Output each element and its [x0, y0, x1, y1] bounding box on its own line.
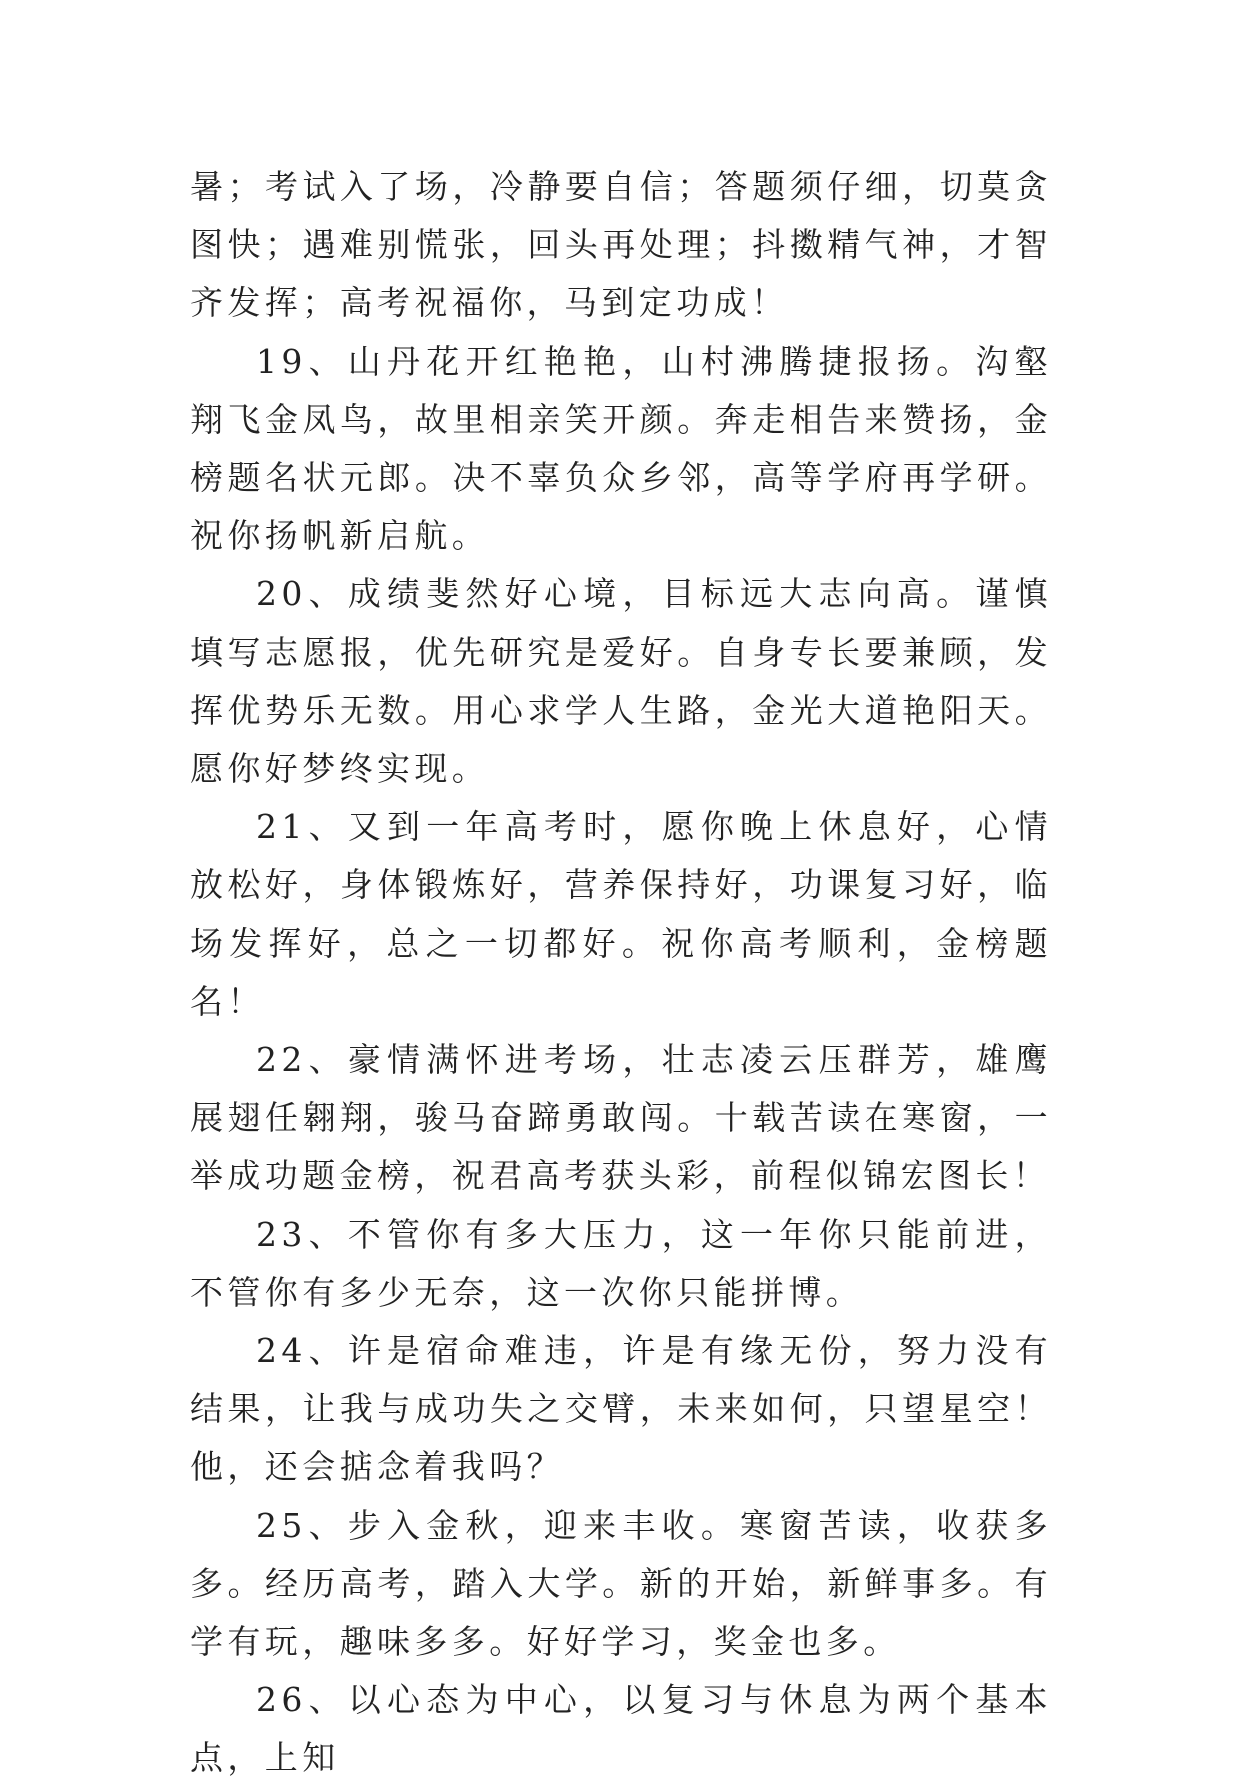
paragraph-20: 20、成绩斐然好心境，目标远大志向高。谨慎填写志愿报，优先研究是爱好。自身专长要兼顾，发挥优势乐无数。用心求学人生路，金光大道艳阳天。愿你好梦终实现。 — [190, 574, 1052, 789]
paragraph-26: 26、以心态为中心，以复习与休息为两个基本点，上知 — [190, 1680, 1052, 1778]
paragraph-22: 22、豪情满怀进考场，壮志凌云压群芳，雄鹰展翅任翱翔，骏马奋蹄勇敢闯。十载苦读在寒窗，一举成功题金榜，祝君高考获头彩，前程似锦宏图长！ — [190, 1040, 1052, 1196]
paragraph-19: 19、山丹花开红艳艳，山村沸腾捷报扬。沟壑翔飞金凤鸟，故里相亲笑开颜。奔走相告来赞扬，金榜题名状元郎。决不辜负众乡邻，高等学府再学研。祝你扬帆新启航。 — [190, 341, 1052, 556]
paragraph-23: 23、不管你有多大压力，这一年你只能前进，不管你有多少无奈，这一次你只能拼博。 — [190, 1214, 1052, 1312]
paragraph-25: 25、步入金秋，迎来丰收。寒窗苦读，收获多多。经历高考，踏入大学。新的开始，新鲜事多。有学有玩，趣味多多。好好学习，奖金也多。 — [190, 1505, 1052, 1662]
paragraph-continuation: 暑；考试入了场，冷静要自信；答题须仔细，切莫贪图快；遇难别慌张，回头再处理；抖擞精气神，才智齐发挥；高考祝福你，马到定功成！ — [190, 167, 1052, 323]
paragraph-24: 24、许是宿命难违，许是有缘无份，努力没有结果，让我与成功失之交臂，未来如何，只望星空！他，还会掂念着我吗？ — [190, 1331, 1052, 1487]
document-body — [190, 158, 1052, 1788]
paragraph-21: 21、又到一年高考时，愿你晚上休息好，心情放松好，身体锻炼好，营养保持好，功课复习好，临场发挥好，总之一切都好。祝你高考顺利，金榜题名！ — [190, 807, 1052, 1021]
